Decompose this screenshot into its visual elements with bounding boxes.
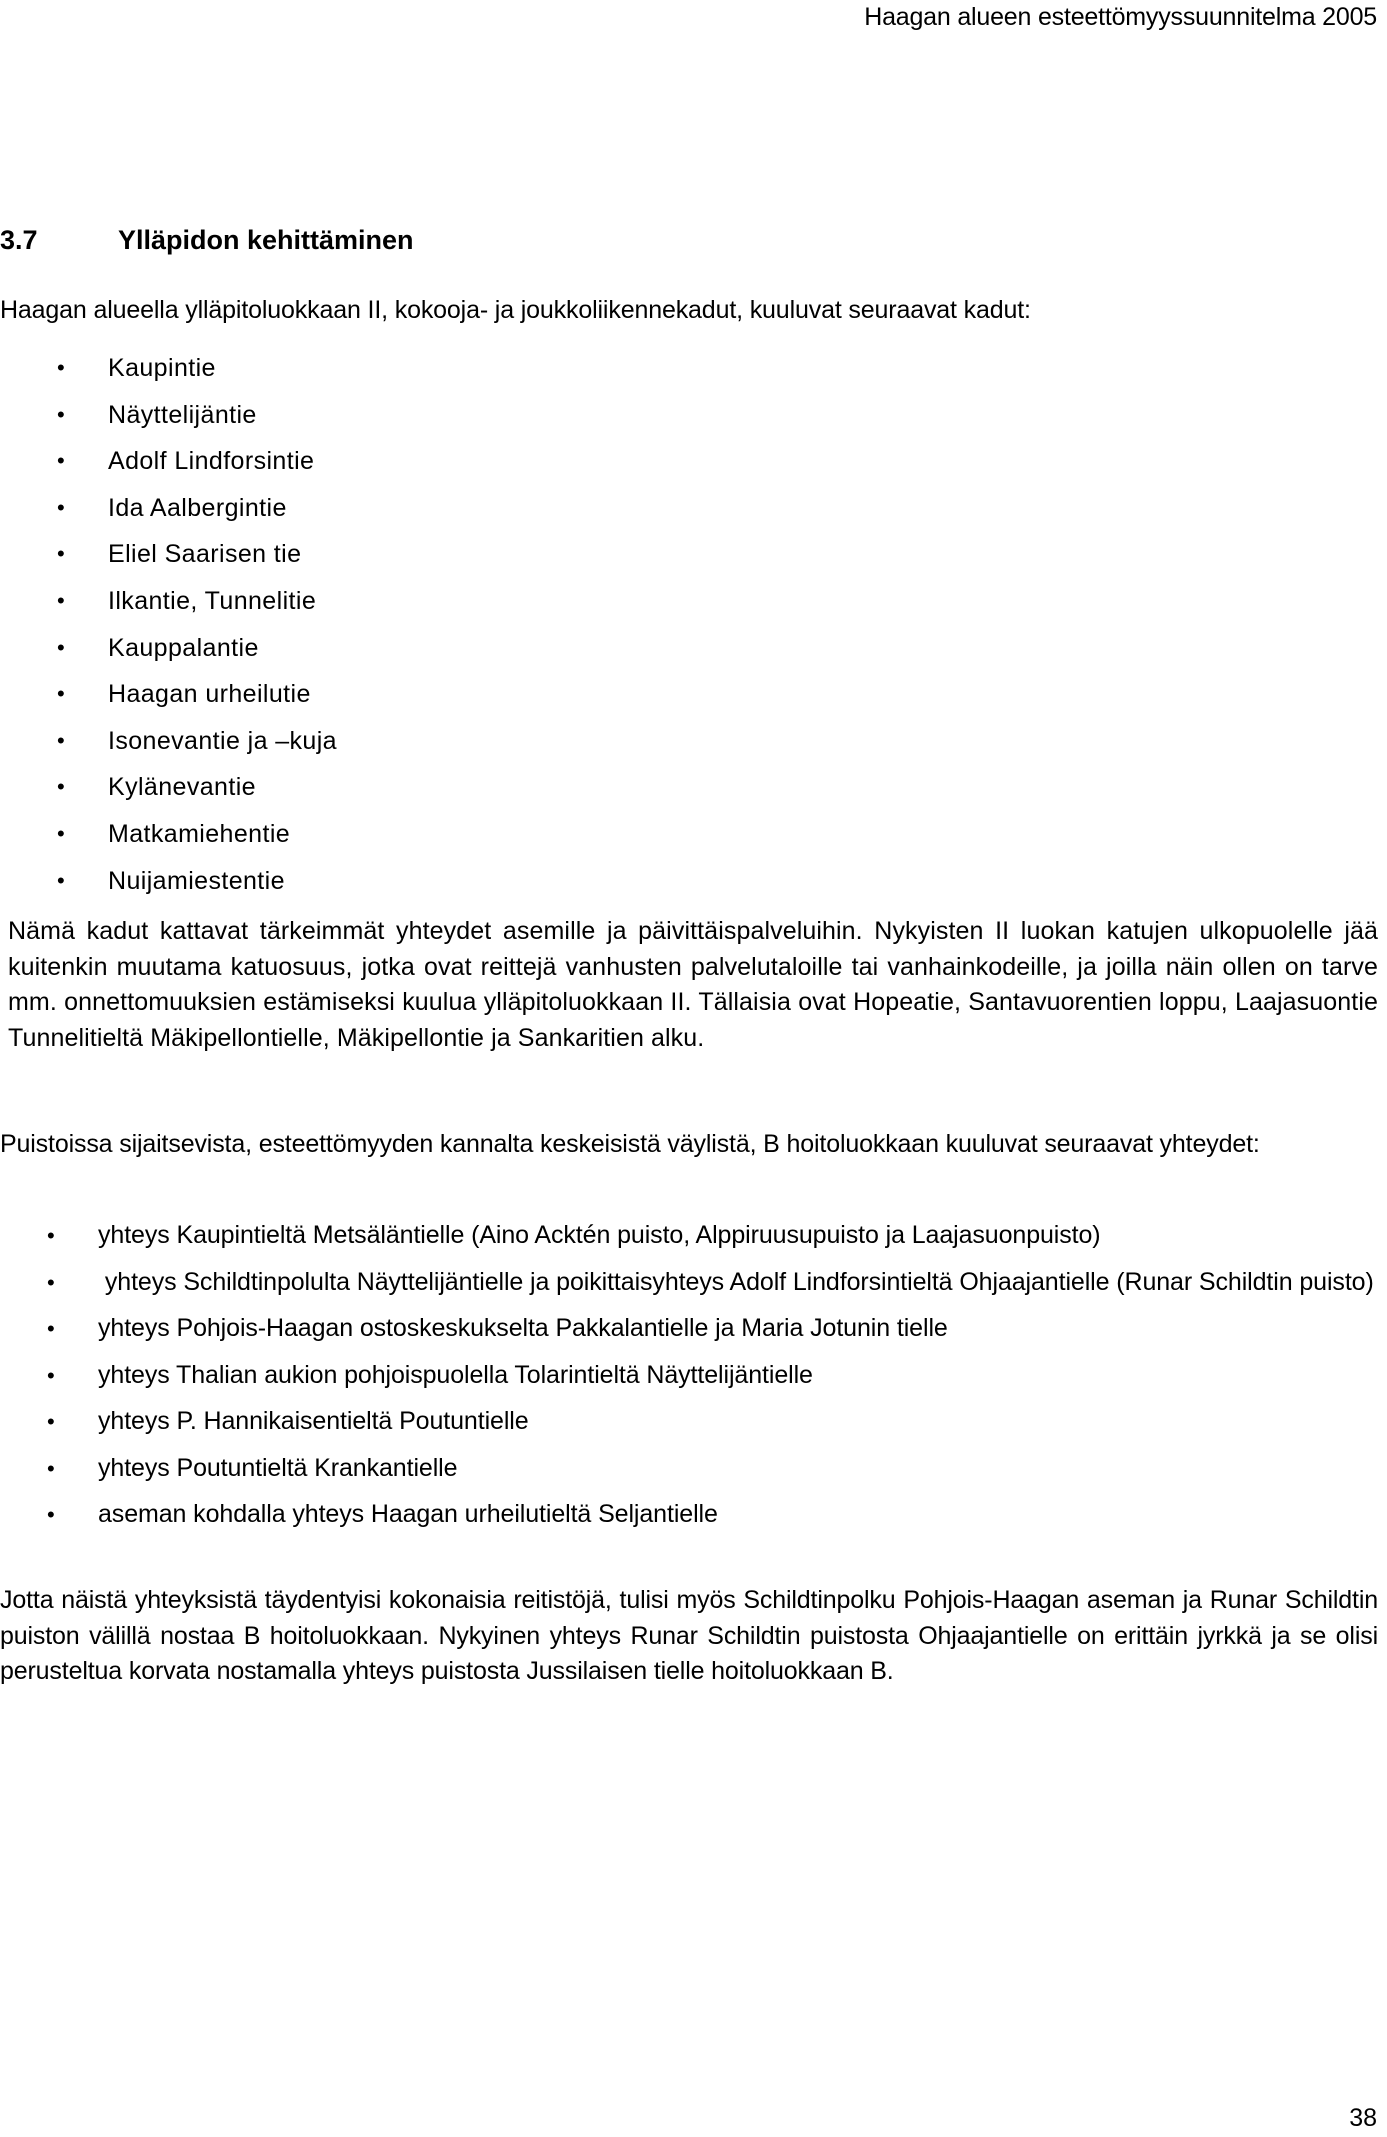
intro-paragraph: Haagan alueella ylläpitoluokkaan II, kokooja- ja joukkoliikennekadut, kuuluvat seuraavat kadut: <box>0 296 1031 324</box>
street-list <box>0 345 337 904</box>
list-item: • Kaupintie <box>0 345 337 392</box>
list-item: • Kauppalantie <box>0 625 337 672</box>
list-item: • yhteys Kaupintieltä Metsäläntielle (Aino Acktén puisto, Alppiruusupuisto ja Laajasuonpuisto) <box>0 1218 1378 1254</box>
list-item: • yhteys Pohjois-Haagan ostoskeskukselta Pakkalantielle ja Maria Jotunin tielle <box>0 1311 1378 1347</box>
list-item: • Nuijamiestentie <box>0 858 337 905</box>
bullet-icon: • <box>57 634 66 660</box>
list-item: • Näyttelijäntie <box>0 392 337 439</box>
section-title: Ylläpidon kehittäminen <box>118 225 414 255</box>
bullet-icon: • <box>57 587 66 613</box>
list-item: • yhteys Poutuntieltä Krankantielle <box>0 1451 1378 1487</box>
list-item: • Eliel Saarisen tie <box>0 531 337 578</box>
bullet-icon: • <box>47 1455 55 1481</box>
bullet-icon: • <box>47 1269 55 1295</box>
bullet-icon: • <box>47 1362 55 1388</box>
list-item: • aseman kohdalla yhteys Haagan urheilutieltä Seljantielle <box>0 1497 1378 1533</box>
paragraph-streets-summary: Nämä kadut kattavat tärkeimmät yhteydet asemille ja päivittäispalveluihin. Nykyisten II luokan katujen ulkopuolelle jää kuitenkin muutama katuosuus, jotka ovat reittejä vanhusten palvelutaloille tai vanhainkodeille, ja joilla näin ollen on tarve mm. onnettomuuksien estämiseksi kuulua ylläpitoluokkaan II. Tällaisia ovat Hopeatie, Santavuorentien loppu, Laajasuontie Tunnelitieltä Mäkipellontielle, Mäkipellontie ja Sankaritien alku. <box>8 917 1378 1052</box>
list-item: • Adolf Lindforsintie <box>0 438 337 485</box>
bullet-icon: • <box>47 1316 55 1341</box>
section-heading <box>0 224 414 256</box>
running-header: Haagan alueen esteettömyyssuunnitelma 2005 <box>864 3 1377 31</box>
section-number: 3.7 <box>0 225 38 255</box>
list-item: • Haagan urheilutie <box>0 671 337 718</box>
connection-list <box>0 1218 1378 1544</box>
list-item: • Isonevantie ja –kuja <box>0 718 337 765</box>
list-item: • yhteys Schildtinpolulta Näyttelijäntielle ja poikittaisyhteys Adolf Lindforsintieltä Ohjaajantielle (Runar Schildtin puisto) <box>0 1265 1378 1301</box>
bullet-icon: • <box>57 820 66 846</box>
bullet-icon: • <box>57 448 66 474</box>
bullet-icon: • <box>57 774 66 800</box>
list-item: • Matkamiehentie <box>0 811 337 858</box>
bullet-icon: • <box>47 1502 55 1527</box>
bullet-icon: • <box>57 541 66 567</box>
list-item: • Ilkantie, Tunnelitie <box>0 578 337 625</box>
paragraph-route-recommendation: Jotta näistä yhteyksistä täydentyisi kokonaisia reitistöjä, tulisi myös Schildtinpolku Pohjois-Haagan aseman ja Runar Schildtin puiston välillä nostaa B hoitoluokkaan. Nykyinen yhteys Runar Schildtin puistosta Ohjaajantielle on erittäin jyrkkä ja se olisi perusteltua korvata nostamalla yhteys puistosta Jussilaisen tielle hoitoluokkaan B. <box>0 1586 1378 1685</box>
bullet-icon: • <box>57 727 66 753</box>
list-item: • yhteys Thalian aukion pohjoispuolella Tolarintieltä Näyttelijäntielle <box>0 1358 1378 1394</box>
bullet-icon: • <box>57 401 66 427</box>
bullet-icon: • <box>47 1409 55 1434</box>
bullet-icon: • <box>57 681 66 707</box>
bullet-icon: • <box>47 1223 55 1248</box>
list-item: • yhteys P. Hannikaisentieltä Poutuntielle <box>0 1404 1378 1440</box>
list-item: • Kylänevantie <box>0 764 337 811</box>
bullet-icon: • <box>57 494 66 520</box>
list-item: • Ida Aalbergintie <box>0 485 337 532</box>
paragraph-park-routes-intro: Puistoissa sijaitsevista, esteettömyyden kannalta keskeisistä väylistä, B hoitoluokkaan kuuluvat seuraavat yhteydet: <box>0 1130 1260 1158</box>
bullet-icon: • <box>57 867 66 893</box>
bullet-icon: • <box>57 355 66 380</box>
page-number: 38 <box>1349 2104 1377 2132</box>
